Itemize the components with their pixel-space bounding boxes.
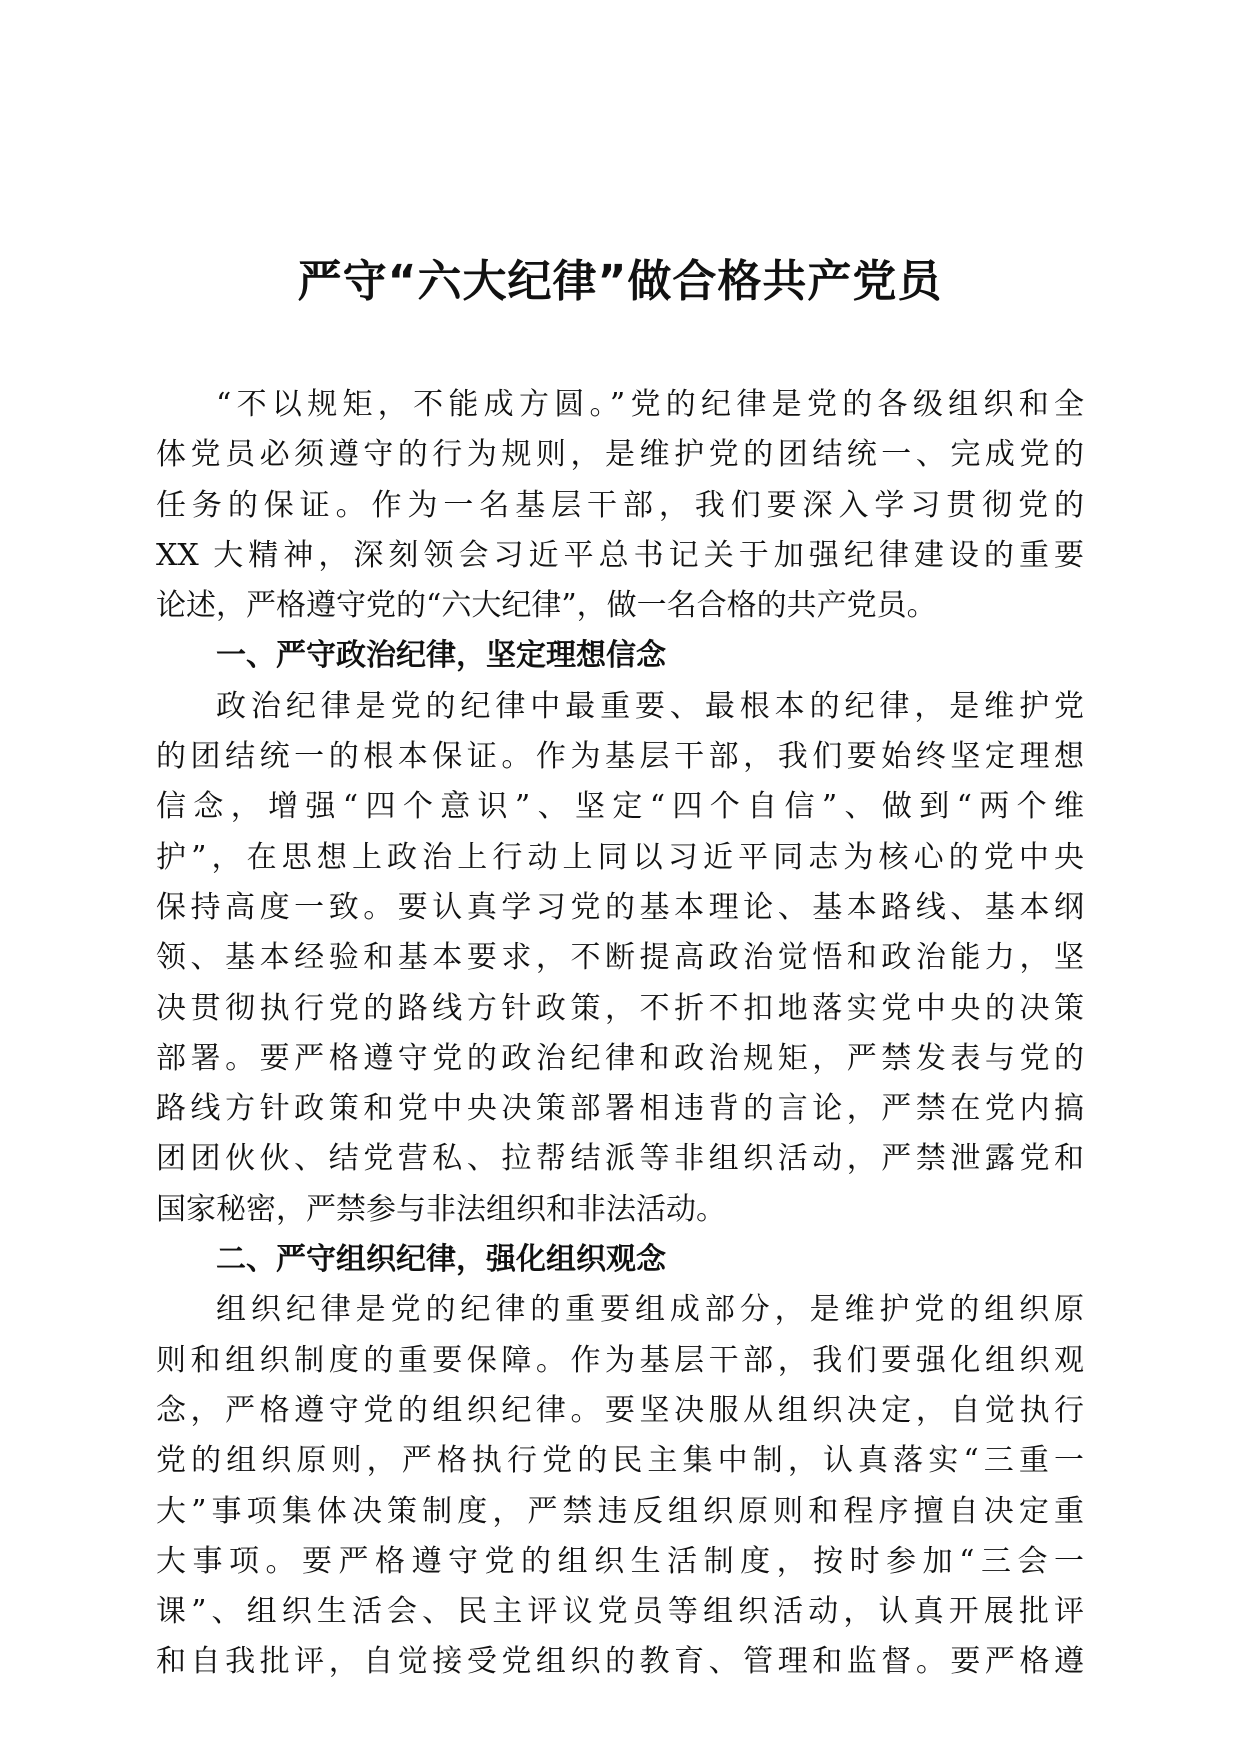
paragraph-line: 大”事项集体决策制度，严禁违反组织原则和程序擅自决定重 xyxy=(156,1493,1084,1529)
paragraph-line: 体党员必须遵守的行为规则，是维护党的团结统一、完成党的 xyxy=(156,437,1084,473)
paragraph-line: 信念，增强“四个意识”、坚定“四个自信”、做到“两个维 xyxy=(156,789,1084,825)
paragraph-line: 部署。要严格遵守党的政治纪律和政治规矩，严禁发表与党的 xyxy=(156,1040,1084,1076)
paragraph-line: 保持高度一致。要认真学习党的基本理论、基本路线、基本纲 xyxy=(156,889,1084,925)
section-heading: 一、严守政治纪律，坚定理想信念 xyxy=(216,638,666,674)
paragraph-line: 团团伙伙、结党营私、拉帮结派等非组织活动，严禁泄露党和 xyxy=(156,1141,1084,1177)
paragraph-line: 和自我批评，自觉接受党组织的教育、管理和监督。要严格遵 xyxy=(156,1644,1084,1680)
paragraph-line: 国家秘密，严禁参与非法组织和非法活动。 xyxy=(156,1191,726,1227)
document-title: 严守“六大纪律”做合格共产党员 xyxy=(297,256,943,307)
paragraph-line: 则和组织制度的重要保障。作为基层干部，我们要强化组织观 xyxy=(156,1342,1084,1378)
paragraph-line: 课”、组织生活会、民主评议党员等组织活动，认真开展批评 xyxy=(156,1594,1084,1630)
paragraph-line: 路线方针政策和党中央决策部署相违背的言论，严禁在党内搞 xyxy=(156,1091,1084,1127)
paragraph-line: 领、基本经验和基本要求，不断提高政治觉悟和政治能力，坚 xyxy=(156,940,1084,976)
paragraph-line: “不以规矩，不能成方圆。”党的纪律是党的各级组织和全 xyxy=(216,387,1084,422)
paragraph-line: 任务的保证。作为一名基层干部，我们要深入学习贯彻党的 xyxy=(156,487,1084,523)
paragraph-line: 护”，在思想上政治上行动上同以习近平同志为核心的党中央 xyxy=(156,839,1084,875)
paragraph-line: 组织纪律是党的纪律的重要组成部分，是维护党的组织原 xyxy=(216,1292,1084,1328)
paragraph-line: 论述，严格遵守党的“六大纪律”，做一名合格的共产党员。 xyxy=(156,588,937,624)
paragraph-line: 大事项。要严格遵守党的组织生活制度，按时参加“三会一 xyxy=(156,1543,1084,1579)
paragraph-line: 的团结统一的根本保证。作为基层干部，我们要始终坚定理想 xyxy=(156,739,1084,775)
paragraph-line: 念，严格遵守党的组织纪律。要坚决服从组织决定，自觉执行 xyxy=(156,1392,1084,1428)
paragraph-line: 党的组织原则，严格执行党的民主集中制，认真落实“三重一 xyxy=(156,1443,1084,1479)
section-heading: 二、严守组织纪律，强化组织观念 xyxy=(216,1242,666,1278)
paragraph-line: 决贯彻执行党的路线方针政策，不折不扣地落实党中央的决策 xyxy=(156,990,1084,1026)
document-body xyxy=(156,380,1084,1688)
paragraph-line: 政治纪律是党的纪律中最重要、最根本的纪律，是维护党 xyxy=(216,688,1084,724)
paragraph-line: XX 大精神，深刻领会习近平总书记关于加强纪律建设的重要 xyxy=(156,537,1084,573)
